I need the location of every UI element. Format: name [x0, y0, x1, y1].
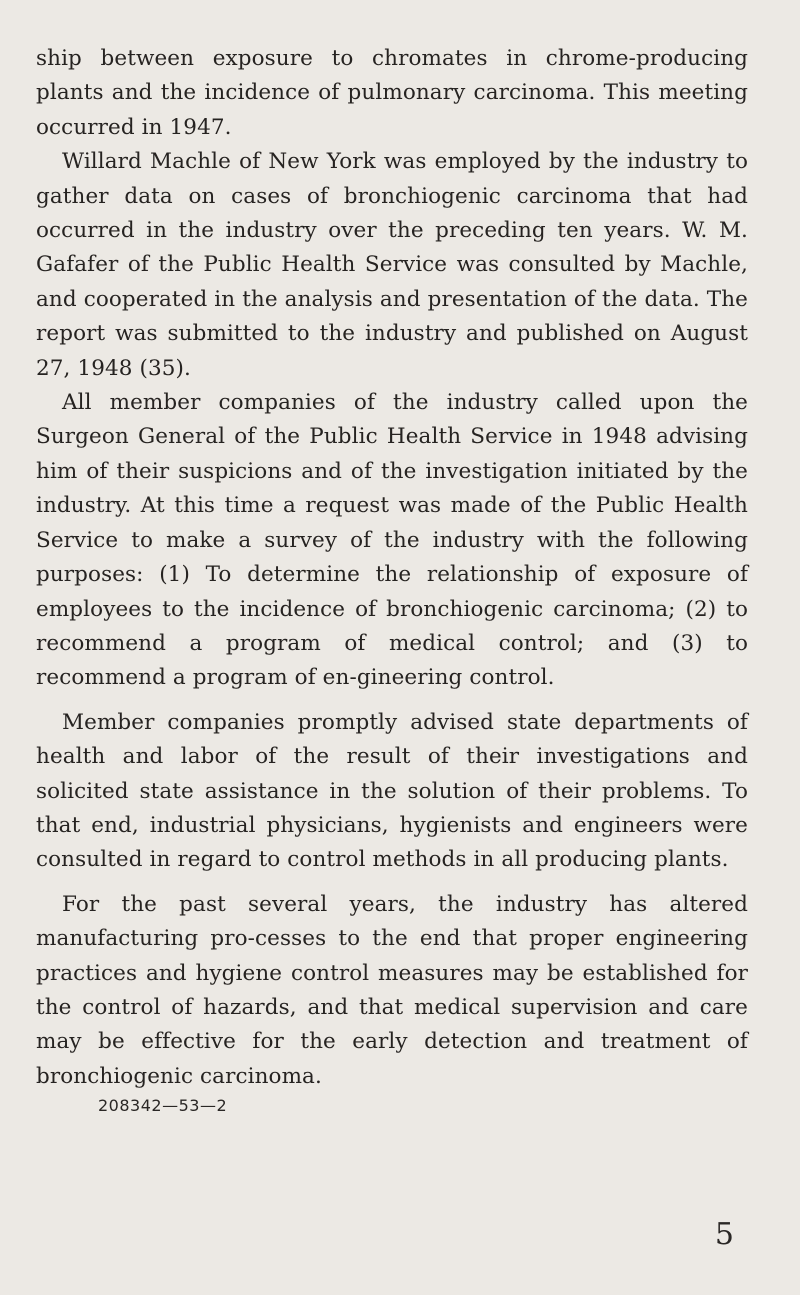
paragraph-member-companies: Member companies promptly advised state departments of health and labor of the result of their investigations and solicited state assistance in the solution of their problems. To that end, industrial physicians, hygienists and engineers were consulted in regard to control methods in all producing plants.	[36, 709, 748, 873]
paragraph-surgeon-general: All member companies of the industry called upon the Surgeon General of the Public Health Service in 1948 advising him of their suspicions and of the investigation initiated by the industry. At this time a request was made of the Public Health Service to make a survey of the industry with the following purposes: (1) To determine the relationship of exposure of employees to the incidence of bronchiogenic carcinoma; (2) to recommend a program of medical control; and (3) to recommend a program of en-gineering control.	[36, 390, 748, 691]
page-number: 5	[714, 1217, 734, 1252]
paragraph-machle-data: Willard Machle of New York was employed by the industry to gather data on cases of bronchiogenic carcinoma that had occurred in the industry over the preceding ten years. W. M. Gafafer of the Public Health Service was consulted by Machle, and cooperated in the analysis and presentation of the data. The report was submitted to the industry and published on August 27, 1948 (35).	[36, 149, 748, 381]
paragraph-manufacturing-processes: For the past several years, the industry has altered manufacturing pro-cesses to the end that proper engineering practices and hygiene control measures may be established for the control of hazards, and that medical supervision and care may be effective for the early detection and treatment of bronchiogenic carcinoma.	[36, 891, 748, 1089]
printer-code: 208342—53—2	[98, 1096, 228, 1116]
paragraph-continuation: ship between exposure to chromates in chrome-producing plants and the incidence of pulmonary carcinoma. This meeting occurred in 1947.	[36, 46, 748, 140]
